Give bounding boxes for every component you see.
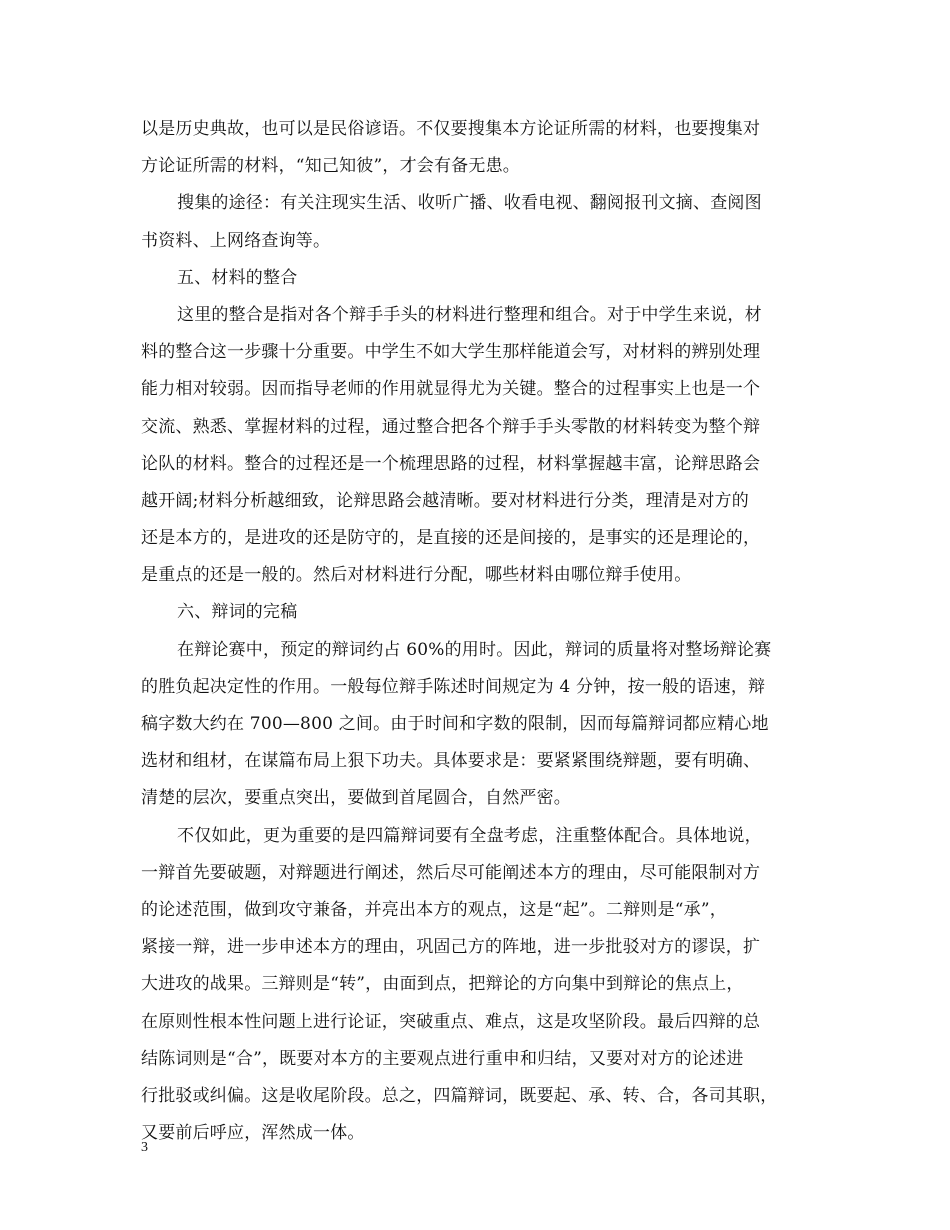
- text-line: 还是本方的，是进攻的还是防守的，是直接的还是间接的，是事实的还是理论的，: [141, 528, 761, 549]
- text-line: 方论证所需的材料，“知己知彼”，才会有备无患。: [141, 156, 520, 177]
- document-body: [141, 111, 831, 1152]
- text-line: 以是历史典故，也可以是民俗谚语。不仅要搜集本方论证所需的材料，也要搜集对: [141, 119, 761, 139]
- text-line: 论队的材料。整合的过程还是一个梳理思路的过程，材料掌握越丰富，论辩思路会: [141, 453, 761, 474]
- text-line: 大进攻的战果。三辩则是“转”，由面到点，把辩论的方向集中到辩论的焦点上，: [141, 974, 744, 995]
- text-line: 能力相对较弱。因而指导老师的作用就显得尤为关键。整合的过程事实上也是一个: [141, 379, 761, 400]
- text-line: 结陈词则是“合”，既要对本方的主要观点进行重申和归结，又要对对方的论述进: [141, 1048, 744, 1069]
- text-line: 稿字数大约在 700—800 之间。由于时间和字数的限制，因而每篇辩词都应精心地: [141, 714, 769, 734]
- text-line: 是重点的还是一般的。然后对材料进行分配，哪些材料由哪位辩手使用。: [141, 565, 692, 586]
- text-line: 五、材料的整合: [177, 267, 298, 288]
- text-line: 越开阔;材料分析越细致，论辩思路会越清晰。要对材料进行分类，理清是对方的: [141, 490, 749, 511]
- text-line: 的胜负起决定性的作用。一般每位辩手陈述时间规定为 4 分钟，按一般的语速，辩: [141, 676, 766, 697]
- text-line: 清楚的层次，要重点突出，要做到首尾圆合，自然严密。: [141, 788, 571, 809]
- text-line: 交流、熟悉、掌握材料的过程，通过整合把各个辩手手头零散的材料转变为整个辩: [141, 416, 761, 437]
- text-line: 书资料、上网络查询等。: [141, 230, 331, 251]
- text-line: 行批驳或纠偏。这是收尾阶段。总之，四篇辩词，既要起、承、转、合，各司其职，: [141, 1085, 778, 1106]
- text-line: 在原则性根本性问题上进行论证，突破重点、难点，这是攻坚阶段。最后四辩的总: [141, 1011, 761, 1032]
- text-line: 在辩论赛中，预定的辩词约占 60%的用时。因此，辩词的质量将对整场辩论赛: [177, 639, 772, 660]
- text-line: 这里的整合是指对各个辩手手头的材料进行整理和组合。对于中学生来说，材: [177, 304, 762, 325]
- text-line: 搜集的途径：有关注现实生活、收听广播、收看电视、翻阅报刊文摘、查阅图: [177, 193, 762, 214]
- text-line: 一辩首先要破题，对辩题进行阐述，然后尽可能阐述本方的理由，尽可能限制对方: [141, 862, 761, 883]
- text-line: 料的整合这一步骤十分重要。中学生不如大学生那样能道会写，对材料的辨别处理: [141, 342, 761, 363]
- text-line: 六、辩词的完稿: [177, 602, 298, 623]
- text-line: 紧接一辩，进一步申述本方的理由，巩固己方的阵地，进一步批驳对方的谬误，扩: [141, 937, 761, 958]
- text-line: 不仅如此，更为重要的是四篇辩词要有全盘考虑，注重整体配合。具体地说，: [177, 825, 762, 846]
- text-line: 的论述范围，做到攻守兼备，并亮出本方的观点，这是“起”。二辩则是“承”，: [141, 899, 727, 920]
- page-number: 3: [141, 1140, 148, 1155]
- text-line: 选材和组材，在谋篇布局上狠下功夫。具体要求是：要紧紧围绕辩题，要有明确、: [141, 751, 761, 772]
- text-line: 又要前后呼应，浑然成一体。: [141, 1123, 365, 1144]
